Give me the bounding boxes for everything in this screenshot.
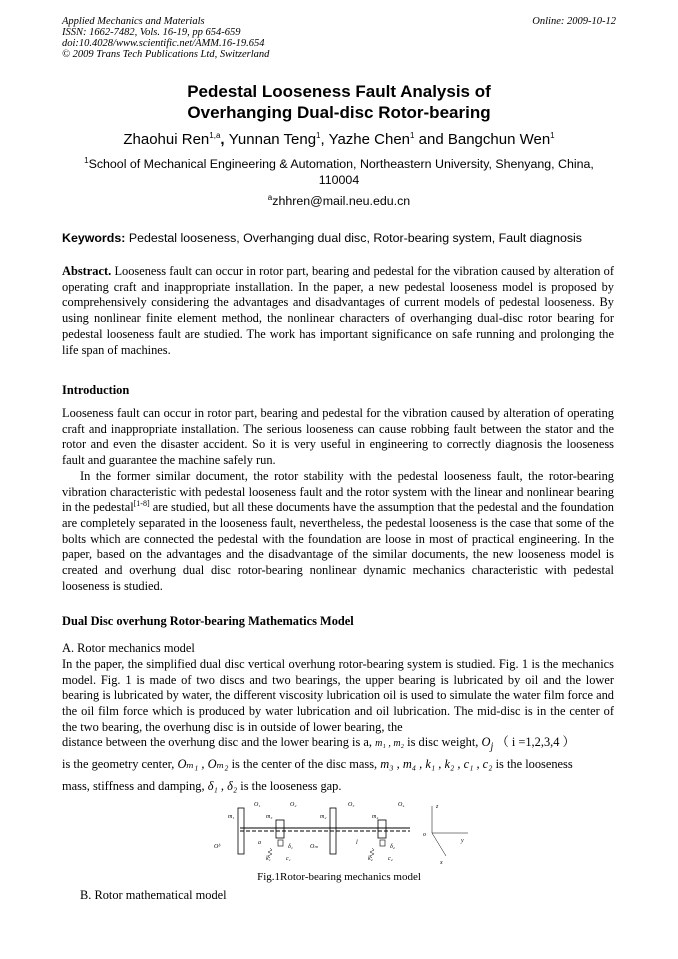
label-Ob: Oᵇ	[214, 844, 220, 850]
email-line	[62, 193, 616, 209]
math-Om-vars: Oₘ₁ , Oₘ₂	[177, 757, 229, 771]
text-fragment: is the geometry center,	[62, 757, 175, 771]
label-c1: c₁	[286, 856, 291, 862]
lower-bearing	[276, 820, 284, 838]
authors	[62, 131, 616, 148]
email-sup: a	[267, 192, 273, 202]
label-y: y	[461, 838, 464, 844]
citation-ref: [1-8]	[133, 499, 150, 509]
upper-pedestal	[380, 840, 385, 846]
doi: doi:10.4028/www.scientific.net/AMM.16-19.654	[62, 38, 265, 49]
label-k1: k₁	[266, 856, 271, 862]
email-link[interactable]: zhhren@mail.neu.edu.cn	[272, 194, 411, 208]
author-sep: ,	[320, 131, 329, 148]
affiliation	[62, 156, 616, 188]
math-sub-j: j	[490, 741, 494, 753]
issn: ISSN: 1662-7482, Vols. 16-19, pp 654-659	[62, 27, 241, 38]
text-fragment: is the looseness gap.	[240, 779, 342, 793]
label-m1: m₁	[228, 814, 235, 820]
label-Om: Oₘ	[310, 844, 319, 850]
label-m3: m₃	[266, 814, 273, 820]
author-sup: 1	[316, 131, 321, 140]
subsection-a-heading: A. Rotor mechanics model	[62, 641, 195, 655]
subsection-b-heading: B. Rotor mathematical model	[80, 888, 227, 902]
math-i-range: （ i =1,2,3,4 ）	[496, 735, 575, 749]
author-3	[329, 131, 448, 148]
copyright: © 2009 Trans Tech Publications Ltd, Switzerland	[62, 49, 270, 60]
section-a-line-3	[62, 779, 614, 795]
label-m4: m₄	[372, 814, 379, 820]
affiliation-sup: 1	[84, 155, 89, 165]
figure-caption: Fig.1Rotor-bearing mechanics model	[257, 871, 421, 883]
author-2	[229, 131, 329, 148]
lower-pedestal	[278, 840, 283, 846]
author-sup: 1,a	[209, 131, 221, 140]
label-l: l	[356, 840, 358, 846]
label-O4: O₄	[398, 802, 405, 808]
label-a: a	[258, 840, 261, 846]
author-sep: ,	[220, 131, 229, 148]
label-c2: c₂	[388, 856, 393, 862]
label-m2: m₂	[320, 814, 327, 820]
affiliation-line-2: 110004	[318, 173, 360, 187]
abstract-text: Looseness fault can occur in rotor part, bearing and pedestal for the vibration caused by alteration of operating craft and inappropriate installation. In the paper, a new pedestal looseness model is proposed by comprehensively considering the advantages and disadvantages of current models of pedestal looseness. By using nonlinear finite element method, the nonlinear characters of overhanging dual-disc rotor bearing for pedestal looseness fault are studied. The work has important significance on safe running and prolonging the life span of machines.	[62, 264, 614, 357]
affiliation-text: School of Mechanical Engineering & Automation, Northeastern University, Shenyang, China,	[88, 157, 594, 171]
title-line-1: Pedestal Looseness Fault Analysis of	[187, 82, 491, 101]
text-fragment: is the looseness	[495, 757, 573, 771]
intro-p2-part1: In the former similar document, the rotor stability with the pedestal looseness fault, the rotor-bearing vibration characteristic with pedestal looseness fault and the rotor system with the linear and nonlinear bearing in the pedestal	[62, 468, 614, 515]
author-name: Yunnan Teng	[228, 131, 317, 148]
math-O-j	[481, 735, 494, 753]
author-4	[448, 131, 555, 148]
text-fragment: mass, stiffness and damping,	[62, 779, 205, 793]
label-O2: O₂	[290, 802, 297, 808]
axis-x	[432, 833, 446, 856]
author-sup: 1	[410, 131, 415, 140]
intro-p2-part2: are studied, but all these documents have the assumption that the pedestal and the foundation are completely separated in the looseness fault, nevertheless, the pedestal looseness is the case that some of the bolts which are connected the pedestal with the foundation are loose in most of practical engineering. In the paper, based on the advantages and the disadvantage of the similar documents, the new looseness model is created and overhung dual disc rotor-bearing nonlinear dynamic mechanics characteristic with pedestal looseness is studied.	[62, 500, 614, 593]
author-name: Yazhe Chen	[328, 131, 411, 148]
intro-paragraph-1: Looseness fault can occur in rotor part, bearing and pedestal for the vibration caused by alteration of operating craft and inappropriate installation. The serious looseness can cause robbing fault between the stator and the rotor and even the disaster accident. So it is very useful in engineering to correctly diagnosis the looseness fault and guarantee the machine safely run.	[62, 406, 614, 468]
label-k2: k₂	[368, 856, 373, 862]
author-sep: and	[414, 131, 448, 148]
section-a-line-2	[62, 757, 614, 773]
math-delta-vars: δ₁ , δ₂	[207, 779, 238, 793]
label-O3: O₃	[348, 802, 355, 808]
author-sup: 1	[550, 131, 555, 140]
author-name: Bangchun Wen	[447, 131, 551, 148]
label-o: o	[423, 832, 426, 838]
author-1	[123, 131, 228, 148]
introduction-heading: Introduction	[62, 383, 130, 397]
rotor-bearing-figure	[210, 798, 480, 868]
author-name: Zhaohui Ren	[123, 131, 210, 148]
journal-header	[62, 16, 269, 60]
label-z: z	[436, 804, 439, 810]
abstract	[62, 264, 614, 358]
label-O1: O₁	[254, 802, 261, 808]
section-a-line-1	[62, 735, 614, 755]
label-x: x	[440, 860, 443, 866]
math-O: O	[481, 735, 491, 749]
title-line-2: Overhanging Dual-disc Rotor-bearing	[187, 103, 491, 122]
keywords	[62, 231, 582, 245]
text-fragment: is disc weight,	[407, 735, 479, 749]
text-fragment: is the center of the disc mass,	[231, 757, 378, 771]
math-m-vars: m₁ , m₂	[375, 738, 405, 749]
text-fragment: distance between the overhung disc and the lower bearing is a,	[62, 735, 373, 749]
label-delta2: δ₂	[390, 844, 395, 850]
section-heading: Dual Disc overhung Rotor-bearing Mathematics Model	[62, 614, 354, 628]
section-a-paragraph: In the paper, the simplified dual disc vertical overhung rotor-bearing system is studied. Fig. 1 is the mechanics model. Fig. 1 is made of two discs and two bearings, the upper bearing is lubricated by oil and the lower bearing is lubricated by water, the different viscosity lubrication oil is used to simulate the water film force and the oil film force which is produced by water lubrication and oil lubrication. The mid-disc is in the center of the two bearing, the overhung disc is in outside of lower bearing, the	[62, 657, 614, 734]
affiliation-line-1	[62, 156, 616, 172]
math-mkc-vars: m₃ , m₄ , k₁ , k₂ , c₁ , c₂	[380, 757, 493, 771]
keywords-text: Pedestal looseness, Overhanging dual disc, Rotor-bearing system, Fault diagnosis	[128, 231, 583, 245]
abstract-label: Abstract.	[62, 264, 112, 278]
upper-bearing	[378, 820, 386, 838]
paper-title	[62, 81, 616, 123]
journal-name: Applied Mechanics and Materials	[62, 16, 205, 27]
online-date: Online: 2009-10-12	[532, 16, 616, 27]
introduction-body	[62, 406, 614, 594]
keywords-label: Keywords:	[62, 231, 126, 245]
label-delta1: δ₁	[288, 844, 293, 850]
intro-paragraph-2	[62, 469, 614, 595]
